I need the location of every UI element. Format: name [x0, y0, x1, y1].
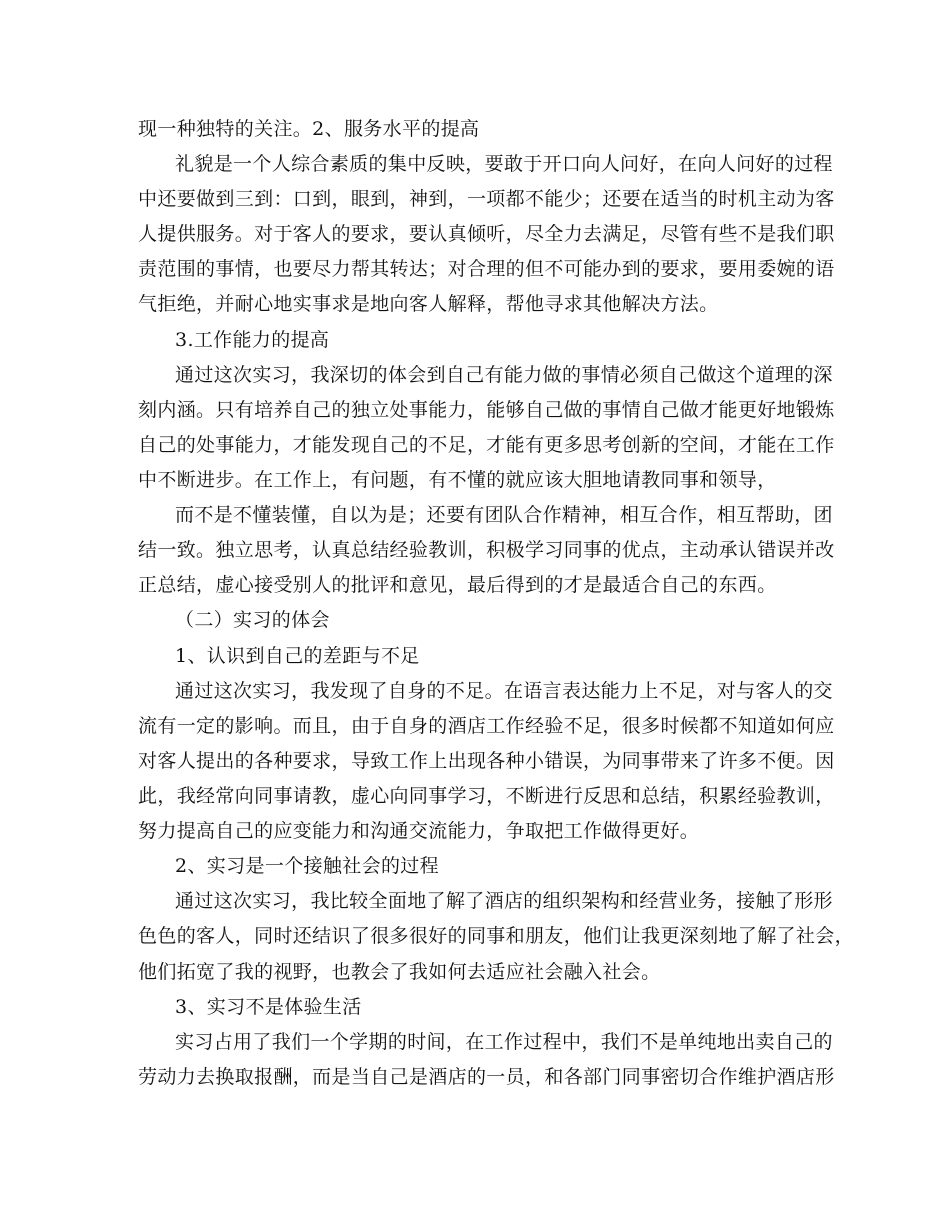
text-line: 色色的客人，同时还结识了很多很好的同事和朋友，他们让我更深刻地了解了社会， [138, 925, 854, 947]
text-line: 气拒绝，并耐心地实事求是地向客人解释，帮他寻求其他解决方法。 [138, 293, 719, 315]
text-line: 劳动力去换取报酬，而是当自己是酒店的一员，和各部门同事密切合作维护酒店形 [138, 1066, 835, 1088]
text-line: 实习占用了我们一个学期的时间，在工作过程中，我们不是单纯地出卖自己的 [175, 1031, 833, 1053]
text-line: 礼貌是一个人综合素质的集中反映，要敢于开口向人问好，在向人问好的过程 [175, 153, 833, 175]
text-line: 通过这次实习，我发现了自身的不足。在语言表达能力上不足，对与客人的交 [175, 680, 833, 702]
text-line: 现一种独特的关注。2、服务水平的提高 [138, 118, 480, 140]
section-heading: 2、实习是一个接触社会的过程 [175, 855, 439, 877]
text-line: 结一致。独立思考，认真总结经验教训，积极学习同事的优点，主动承认错误并改 [138, 539, 835, 561]
text-line: 正总结，虚心接受别人的批评和意见，最后得到的才是最适合自己的东西。 [138, 574, 777, 596]
text-line: 刻内涵。只有培养自己的独立处事能力，能够自己做的事情自己做才能更好地锻炼 [138, 399, 835, 421]
text-line: 通过这次实习，我比较全面地了解了酒店的组织架构和经营业务，接触了形形 [175, 890, 833, 912]
section-heading: 3、实习不是体验生活 [175, 996, 362, 1018]
text-line: 通过这次实习，我深切的体会到自己有能力做的事情必须自己做这个道理的深 [175, 364, 833, 386]
text-line: 对客人提出的各种要求，导致工作上出现各种小错误，为同事带来了许多不便。因 [138, 750, 835, 772]
text-line: 此，我经常向同事请教，虚心向同事学习，不断进行反思和总结，积累经验教训， [138, 785, 835, 807]
text-line: 中不断进步。在工作上，有问题，有不懂的就应该大胆地请教同事和领导， [138, 469, 777, 491]
text-line: 而不是不懂装懂，自以为是；还要有团队合作精神，相互合作，相互帮助，团 [175, 504, 833, 526]
text-line: 自己的处事能力，才能发现自己的不足，才能有更多思考创新的空间，才能在工作 [138, 434, 835, 456]
text-line: 责范围的事情，也要尽力帮其转达；对合理的但不可能办到的要求，要用委婉的语 [138, 258, 835, 280]
text-line: 他们拓宽了我的视野，也教会了我如何去适应社会融入社会。 [138, 961, 661, 983]
text-line: 流有一定的影响。而且，由于自身的酒店工作经验不足，很多时候都不知道如何应 [138, 715, 835, 737]
section-heading: 3.工作能力的提高 [175, 329, 330, 351]
text-line: 中还要做到三到：口到，眼到，神到，一项都不能少；还要在适当的时机主动为客 [138, 188, 835, 210]
text-line: 努力提高自己的应变能力和沟通交流能力，争取把工作做得更好。 [138, 820, 700, 842]
text-line: 人提供服务。对于客人的要求，要认真倾听，尽全力去满足，尽管有些不是我们职 [138, 223, 835, 245]
section-heading: 1、认识到自己的差距与不足 [175, 645, 420, 667]
section-heading: （二）实习的体会 [175, 609, 330, 631]
